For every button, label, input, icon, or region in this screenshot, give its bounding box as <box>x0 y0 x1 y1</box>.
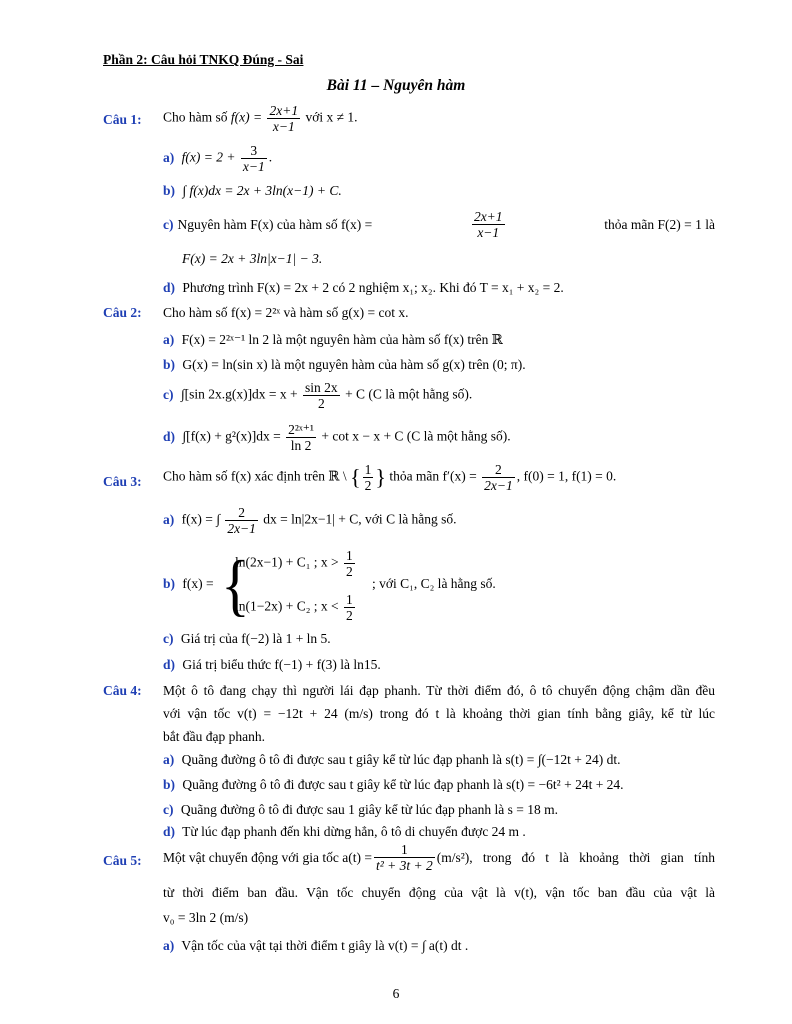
q4-stem2-text: với vận tốc v(t) = −12t + 24 (m/s) trong đó t là khoảng thời gian tính bằng giây, kể từ lúc <box>163 706 715 721</box>
section-heading: Phần 2: Câu hỏi TNKQ Đúng - Sai <box>103 52 304 67</box>
q3-stem-num: 2 <box>482 462 515 478</box>
q1-c-text1: Nguyên hàm F(x) của hàm số f(x) = <box>177 216 373 232</box>
q3-b-half-den-2: 2 <box>346 608 353 623</box>
q1-stem-text: Cho hàm số <box>163 109 228 125</box>
q5-stem-text: Một vật chuyển động với gia tốc a(t) = <box>163 849 372 865</box>
q4-option-a <box>163 752 620 768</box>
q2-a-label: a) <box>163 332 175 347</box>
q1-option-d <box>163 280 564 296</box>
q3-a-label: a) <box>163 511 175 527</box>
q4-a-label: a) <box>163 752 175 767</box>
q3-b-label: b) <box>163 576 176 591</box>
q1-b-text: ∫ f(x)dx = 2x + 3ln(x−1) + C. <box>182 183 342 198</box>
question-4-label: Câu 4: <box>103 683 142 698</box>
q1-stem-fraction <box>267 103 300 134</box>
q5-a-label: a) <box>163 938 175 953</box>
q3-set-num: 1 <box>364 462 372 477</box>
q5-stem-den: t² + 3t + 2 <box>375 858 433 873</box>
q3-b-half-den-1: 2 <box>346 564 353 579</box>
q4-b-text: Quãng đường ô tô đi được sau t giây kể từ lúc đạp phanh là s(t) = −6t² + 24t + 24. <box>182 777 624 792</box>
q2-option-b <box>163 357 526 373</box>
q3-b-case-1 <box>235 548 357 579</box>
q2-option-d <box>163 422 511 453</box>
q3-b-pre: f(x) = <box>182 576 214 591</box>
question-2-label: Câu 2: <box>103 305 142 320</box>
q2-d-fraction <box>286 422 316 453</box>
q3-stem-text: Cho hàm số f(x) xác định trên ℝ \ <box>163 468 347 484</box>
q3-stem-fraction <box>482 462 515 493</box>
q1-stem-num: 2x+1 <box>269 103 299 118</box>
q3-option-c <box>163 631 331 647</box>
q1-c-line2: F(x) = 2x + 3ln|x−1| − 3. <box>182 251 323 266</box>
q3-a-pre: f(x) = ∫ <box>181 511 220 527</box>
q3-c-text: Giá trị của f(−2) là 1 + ln 5. <box>180 631 331 646</box>
q1-stem <box>163 103 358 134</box>
q3-b-case2-text: ln(1−2x) + C₂ ; x < <box>235 598 339 614</box>
q3-a-num: 2 <box>225 505 258 521</box>
q2-d-den: ln 2 <box>290 438 312 453</box>
q1-b-label: b) <box>163 183 176 198</box>
q5-stem2-text: từ thời điểm ban đầu. Vận tốc chuyển động của vật là v(t), vận tốc ban đầu của vật là <box>163 885 715 900</box>
q2-c-label: c) <box>163 386 174 402</box>
q3-a-fraction <box>225 505 258 536</box>
q1-a-den: x−1 <box>242 159 265 174</box>
q1-c-label: c) <box>163 216 174 232</box>
q4-option-c <box>163 802 558 818</box>
q1-option-a <box>163 143 272 174</box>
q3-set-brace-left: { <box>350 464 361 490</box>
q2-c-pre: ∫[sin 2x.g(x)]dx = x + <box>180 386 298 402</box>
q3-b-case1-fraction <box>344 548 355 579</box>
q4-stem1-text: Một ô tô đang chạy thì người lái đạp phanh. Từ thời điểm đó, ô tô chuyển động chậm dần đều <box>163 683 715 698</box>
q3-a-post: dx = ln|2x−1| + C, với C là hằng số. <box>263 511 457 527</box>
q3-b-case1-text: ln(2x−1) + C₁ ; x > <box>235 554 339 570</box>
q1-c-text2: thỏa mãn F(2) = 1 là <box>604 216 715 232</box>
q3-set-brace-right: } <box>375 464 386 490</box>
q4-b-label: b) <box>163 777 176 792</box>
q2-option-c <box>163 380 472 411</box>
question-3-label: Câu 3: <box>103 474 142 489</box>
q1-a-fraction <box>241 143 267 174</box>
q1-option-b <box>163 183 342 199</box>
q4-d-label: d) <box>163 824 176 839</box>
q4-c-text: Quãng đường ô tô đi được sau 1 giây kể từ lúc đạp phanh là s = 18 m. <box>180 802 559 817</box>
q2-d-num: 2²ˣ⁺¹ <box>288 422 314 437</box>
q5-stem-num: 1 <box>374 842 435 858</box>
q3-stem-mid: thỏa mãn f′(x) = <box>389 468 477 484</box>
q1-d-label: d) <box>163 280 176 295</box>
q2-b-text: G(x) = ln(sin x) là một nguyên hàm của hàm số g(x) trên (0; π). <box>182 357 526 372</box>
q4-stem-1 <box>163 683 715 699</box>
q2-c-den: 2 <box>317 396 325 411</box>
q4-c-label: c) <box>163 802 174 817</box>
q3-d-label: d) <box>163 657 176 672</box>
page-number: 6 <box>392 986 400 1001</box>
q4-option-b <box>163 777 624 793</box>
q3-option-a <box>163 505 457 536</box>
q4-stem-2 <box>163 706 715 722</box>
q1-a-post: . <box>268 149 273 165</box>
q1-a-pre: f(x) = 2 + <box>181 149 236 165</box>
q1-d-text: Phương trình F(x) = 2x + 2 có 2 nghiệm x₁; x₂. Khi đó T = x₁ + x₂ = 2. <box>182 280 564 295</box>
q3-a-den: 2x−1 <box>227 521 256 536</box>
q3-b-brace: { <box>221 547 250 623</box>
q4-option-d <box>163 824 526 840</box>
q2-b-label: b) <box>163 357 176 372</box>
q3-option-d <box>163 657 381 673</box>
q3-b-label-wrap <box>163 576 214 592</box>
q1-stem-fx: f(x) = <box>230 109 263 125</box>
q3-stem-tail: , f(0) = 1, f(1) = 0. <box>516 468 617 484</box>
q5-stem-1 <box>163 842 715 873</box>
q3-c-label: c) <box>163 631 174 646</box>
q3-b-half-num-2: 1 <box>346 592 353 607</box>
q2-c-fraction <box>303 380 340 411</box>
q3-stem-den: 2x−1 <box>484 478 513 493</box>
q2-c-num: sin 2x <box>305 380 338 395</box>
q3-b-case-2 <box>235 592 357 623</box>
q3-set-fraction <box>363 462 374 493</box>
q2-d-label: d) <box>163 428 176 444</box>
question-1-label: Câu 1: <box>103 112 142 127</box>
q4-a-text: Quãng đường ô tô đi được sau t giây kể từ lúc đạp phanh là s(t) = ∫(−12t + 24) dt. <box>181 752 621 767</box>
q2-d-pre: ∫[f(x) + g²(x)]dx = <box>182 428 281 444</box>
q3-b-half-num-1: 1 <box>346 548 353 563</box>
q4-d-text: Từ lúc đạp phanh đến khi dừng hẳn, ô tô di chuyển được 24 m . <box>182 824 526 839</box>
q1-stem-den: x−1 <box>272 119 295 134</box>
q2-d-post: + cot x − x + C (C là một hằng số). <box>321 428 511 444</box>
q5-option-a <box>163 938 468 954</box>
q5-stem-fraction <box>374 842 435 873</box>
page-title: Bài 11 – Nguyên hàm <box>326 77 466 94</box>
q5-a-text: Vận tốc của vật tại thời điểm t giây là v(t) = ∫ a(t) dt . <box>181 938 469 953</box>
q5-stem-tail: (m/s²), trong đó t là khoảng thời gian tính <box>436 849 715 865</box>
q3-d-text: Giá trị biểu thức f(−1) + f(3) là ln15. <box>182 657 381 672</box>
q2-option-a <box>163 332 503 348</box>
q2-a-text: F(x) = 2²ˣ⁻¹ ln 2 là một nguyên hàm của hàm số f(x) trên ℝ <box>181 332 504 347</box>
q1-c-fraction <box>472 209 505 240</box>
q3-set-den: 2 <box>364 478 372 493</box>
q1-option-c <box>163 209 715 240</box>
q3-b-post: ; với C₁, C₂ là hằng số. <box>372 576 496 591</box>
question-5-label: Câu 5: <box>103 853 142 868</box>
q1-a-label: a) <box>163 149 175 165</box>
q1-a-num: 3 <box>241 143 267 159</box>
q2-stem: Cho hàm số f(x) = 2²ˣ và hàm số g(x) = cot x. <box>163 305 409 320</box>
q5-stem-2 <box>163 885 715 901</box>
q3-stem <box>163 462 616 493</box>
q4-stem-3: bắt đầu đạp phanh. <box>163 729 265 744</box>
q5-stem-3: v₀ = 3ln 2 (m/s) <box>163 910 249 925</box>
q1-c-den: x−1 <box>477 225 500 240</box>
q1-stem-tail: với x ≠ 1. <box>305 109 358 125</box>
q2-c-post: + C (C là một hằng số). <box>345 386 473 402</box>
q1-c-num: 2x+1 <box>473 209 503 224</box>
q3-b-case2-fraction <box>344 592 355 623</box>
